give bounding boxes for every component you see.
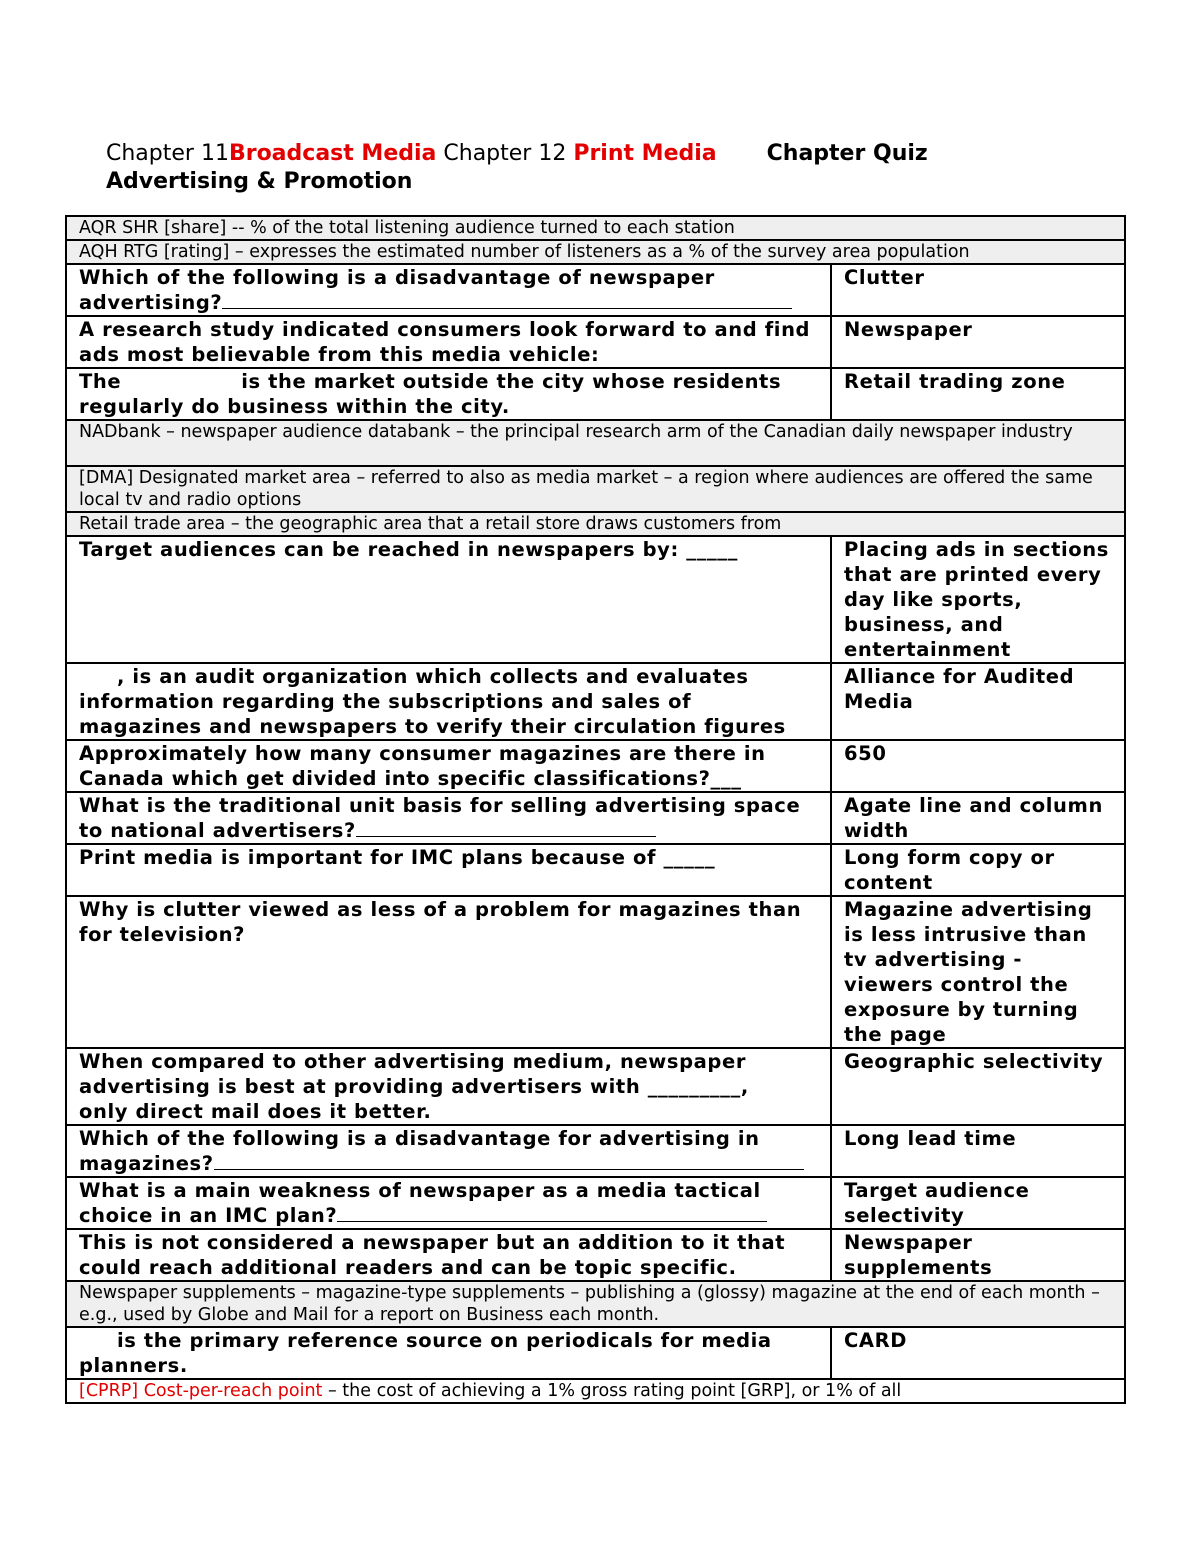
note-nadbank: NADbank – newspaper audience databank – the principal research arm of the Canadian daily newspaper industry [66,420,1125,466]
note-dma: [DMA] Designated market area – referred to also as media market – a region where audiences are offered the same local tv and radio options [66,466,1125,512]
question-11: Which of the following is a disadvantage for advertising in magazines? [66,1125,831,1177]
page-heading [106,140,1106,196]
note-aqr: AQR SHR [share] -- % of the total listening audience turned to each station [66,216,1125,240]
question-1: Which of the following is a disadvantage of newspaper advertising? [66,264,831,316]
cprp-definition: – the cost of achieving a 1% gross rating point [GRP], or 1% of all [322,1381,902,1401]
heading-chapter-11: Chapter 11 [106,141,229,166]
answer-8: Long form copy or content [831,844,1125,896]
heading-chapter-12: Chapter 12 [436,141,574,166]
heading-line-1 [106,140,1106,168]
question-13: This is not considered a newspaper but an addition to it that could reach additional readers and can be topic specific. [66,1229,831,1281]
heading-chapter-quiz: Chapter Quiz [766,141,928,166]
answer-7: Agate line and column width [831,792,1125,844]
question-10: When compared to other advertising medium, newspaper advertising is best at providing advertisers with _________, only direct mail does it better. [66,1048,831,1125]
answer-4: Placing ads in sections that are printed every day like sports, business, and entertainment [831,536,1125,663]
question-9: Why is clutter viewed as less of a problem for magazines than for television? [66,896,831,1048]
quiz-table [65,215,1126,1404]
note-cprp [66,1379,1125,1403]
question-14: is the primary reference source on periodicals for media planners. [66,1327,831,1379]
answer-5: Alliance for Audited Media [831,663,1125,740]
answer-13: Newspaper supplements [831,1229,1125,1281]
answer-10: Geographic selectivity [831,1048,1125,1125]
question-12: What is a main weakness of newspaper as a media tactical choice in an IMC plan? [66,1177,831,1229]
cprp-term: [CPRP] Cost-per-reach point [79,1381,323,1401]
answer-2: Newspaper [831,316,1125,368]
question-5: , is an audit organization which collects and evaluates information regarding the subscriptions and sales of magazines and newspapers to verify their circulation figures [66,663,831,740]
answer-14: CARD [831,1327,1125,1379]
answer-6: 650 [831,740,1125,792]
note-retail-trade-area: Retail trade area – the geographic area that a retail store draws customers from [66,512,1125,536]
heading-line-2: Advertising & Promotion [106,169,413,194]
question-8: Print media is important for IMC plans because of _____ [66,844,831,896]
answer-11: Long lead time [831,1125,1125,1177]
answer-3: Retail trading zone [831,368,1125,420]
question-7: What is the traditional unit basis for selling advertising space to national advertisers? [66,792,831,844]
question-4: Target audiences can be reached in newspapers by: _____ [66,536,831,663]
heading-print-media: Print Media [573,141,717,166]
question-6: Approximately how many consumer magazines are there in Canada which get divided into specific classifications?___ [66,740,831,792]
answer-12: Target audience selectivity [831,1177,1125,1229]
note-newspaper-supplements: Newspaper supplements – magazine-type supplements – publishing a (glossy) magazine at the end of each month – e.g., used by Globe and Mail for a report on Business each month. [66,1281,1125,1327]
note-aqh: AQH RTG [rating] – expresses the estimated number of listeners as a % of the survey area population [66,240,1125,264]
answer-1: Clutter [831,264,1125,316]
heading-broadcast-media: Broadcast Media [228,141,437,166]
question-3: The is the market outside the city whose residents regularly do business within the city. [66,368,831,420]
answer-9: Magazine advertising is less intrusive than tv advertising - viewers control the exposure by turning the page [831,896,1125,1048]
question-2: A research study indicated consumers look forward to and find ads most believable from this media vehicle: [66,316,831,368]
